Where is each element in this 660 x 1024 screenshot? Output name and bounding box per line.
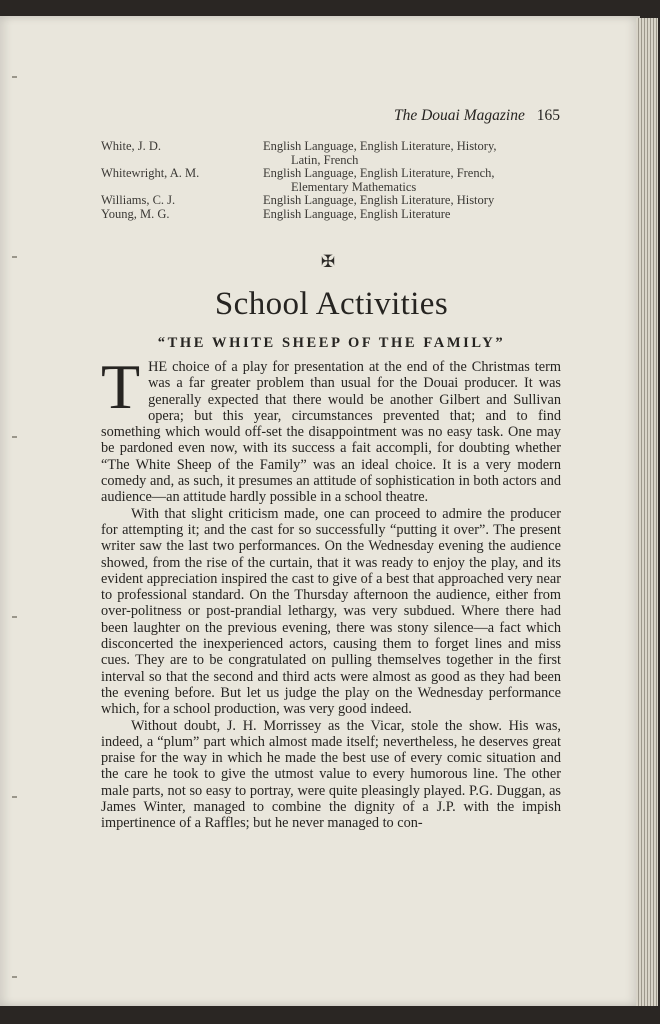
student-subjects: English Language, English Literature, French, Elementary Mathematics — [263, 166, 495, 194]
student-name: White, J. D. — [101, 139, 162, 153]
section-title: School Activities — [214, 286, 449, 322]
student-subjects: English Language, English Literature — [263, 206, 451, 221]
book-page — [0, 16, 640, 1006]
page-number: 165 — [536, 107, 560, 124]
list-item — [101, 194, 571, 208]
student-subjects: English Language, English Literature, History, Latin, French — [263, 139, 497, 167]
exam-results-list — [101, 140, 571, 222]
list-item — [101, 140, 571, 167]
cross-ornament-icon: ✠ — [320, 252, 336, 271]
magazine-title: The Douai Magazine — [393, 107, 525, 124]
binding-stitch-marks — [12, 56, 18, 1016]
paragraph: Without doubt, J. H. Morrissey as the Vicar, stole the show. His was, indeed, a “plum” part which almost made itself; nevertheless, he deserves great praise for the way in which he made the best use of every comic situation and the care he took to give the utmost value to every humorous line. The other male parts, not so easy to portray, were quite pleasingly played. P.G. Duggan, as James Winter, managed to combine the dignity of a J.P. with the impish impertinence of a Raffles; but he never managed to con- — [101, 717, 561, 832]
article-subtitle: “THE WHITE SHEEP OF THE FAMILY” — [157, 335, 506, 351]
list-item — [101, 208, 571, 222]
student-name: Young, M. G. — [101, 206, 170, 221]
article-body — [101, 351, 561, 832]
running-header — [360, 107, 560, 129]
paragraph: With that slight criticism made, one can proceed to admire the producer for attempting it; and the cast for so successfully “putting it over”. The present writer saw the last two performances. On the Wednesday evening the audience showed, from the rise of the curtain, that it was ready to enjoy the play, and its evident appreciation inspired the cast to give of a best that approached very near to professional standard. On the Thursday afternoon the audience, either from over-politness or post-prandial lethargy, was very subdued. Where there had been laughter on the previous evening, there was stony silence—a fact which disconcerted the inexperienced actors, causing them to forget lines and miss cues. They are to be congratulated on pulling themselves together in the first interval so that the second and third acts were almost as good as they had been the evening before. But let us judge the play on the Wednesday performance which, for a school production, was very good indeed. — [101, 505, 561, 718]
drop-cap: T — [101, 351, 141, 422]
page-edges — [636, 18, 658, 1006]
student-subjects: English Language, English Literature, History — [263, 193, 495, 208]
student-name: Williams, C. J. — [101, 193, 176, 208]
student-name: Whitewright, A. M. — [101, 166, 200, 181]
list-item — [101, 167, 571, 194]
paragraph: THE choice of a play for presentation at the end of the Christmas term was a far greater problem than usual for the Douai producer. It was generally expected that there would be another Gilbert and Sullivan opera; but this year, circumstances prevented that; and to find something which would off-set the disappointment was no easy task. One may be pardoned even now, with its success a fait accompli, for doubting whether “The White Sheep of the Family” was an ideal choice. It is a very modern comedy and, as such, it presumes an attitude of sophistication in both actors and audience—an attitude hardly possible in a school theatre. — [101, 351, 561, 506]
